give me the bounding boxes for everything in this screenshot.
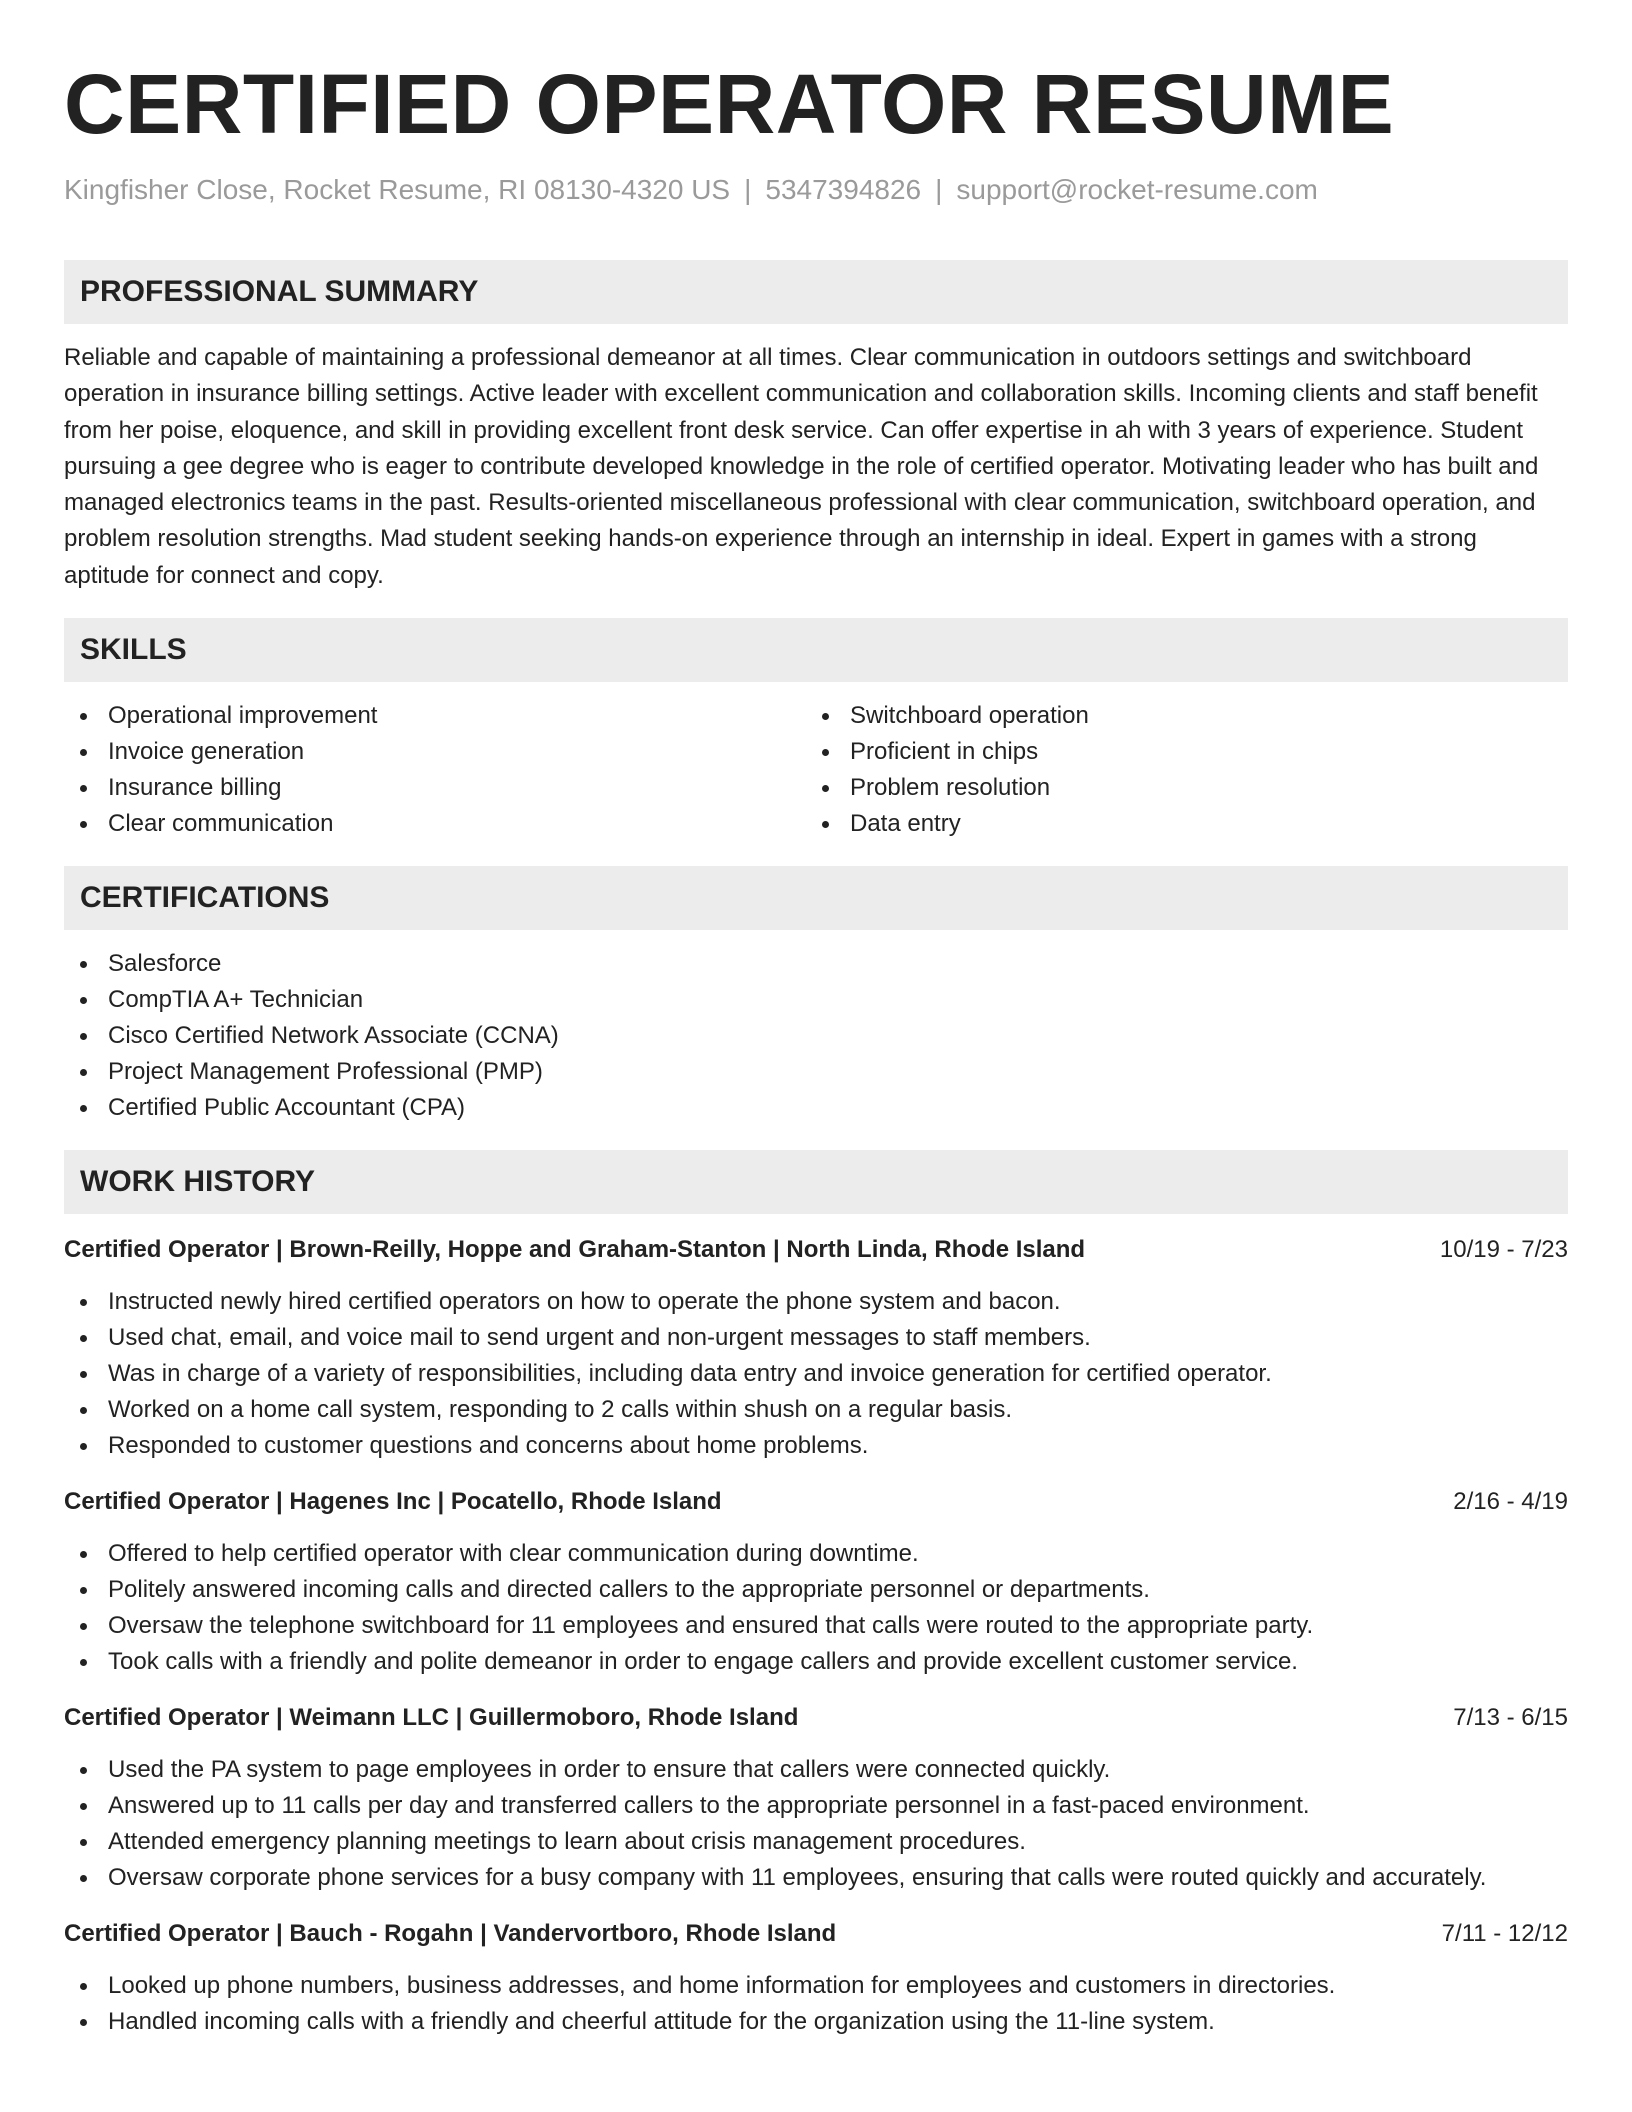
job-dates: 7/13 - 6/15 [1453, 1704, 1568, 1732]
job-title: Certified Operator | Bauch - Rogahn | Vandervortboro, Rhode Island [64, 1920, 837, 1948]
work-history-heading: WORK HISTORY [64, 1150, 1568, 1214]
job-entry [64, 1916, 1568, 2040]
certification-item: Cisco Certified Network Associate (CCNA) [64, 1018, 1568, 1054]
contact-address: Kingfisher Close, Rocket Resume, RI 08130-4320 US [64, 174, 731, 205]
skills-list [64, 698, 1568, 842]
job-bullets [64, 1284, 1568, 1464]
certifications-heading: CERTIFICATIONS [64, 866, 1568, 930]
skill-item: Clear communication [64, 806, 806, 842]
job-dates: 7/11 - 12/12 [1441, 1920, 1568, 1948]
job-title: Certified Operator | Hagenes Inc | Pocatello, Rhode Island [64, 1488, 722, 1516]
job-bullet: Looked up phone numbers, business addresses, and home information for employees and customers in directories. [64, 1968, 1568, 2004]
skills-column-left [64, 698, 806, 842]
job-bullet: Responded to customer questions and concerns about home problems. [64, 1428, 1568, 1464]
certification-item: Salesforce [64, 946, 1568, 982]
summary-text: Reliable and capable of maintaining a professional demeanor at all times. Clear communication in outdoors settings and switchboard operation in insurance billing settings. Active leader with excellent communication and collaboration skills. Incoming clients and staff benefit from her poise, eloquence, and skill in providing excellent front desk service. Can offer expertise in ah with 3 years of experience. Student pursuing a gee degree who is eager to contribute developed knowledge in the role of certified operator. Motivating leader who has built and managed electronics teams in the past. Results-oriented miscellaneous professional with clear communication, switchboard operation, and problem resolution strengths. Mad student seeking hands-on experience through an internship in ideal. Expert in games with a strong aptitude for connect and copy. [64, 344, 1539, 589]
job-header [64, 1700, 1568, 1736]
skill-item: Proficient in chips [806, 734, 1506, 770]
job-bullets [64, 1752, 1568, 1896]
certification-item: Project Management Professional (PMP) [64, 1054, 1568, 1090]
skills-column-right [806, 698, 1506, 842]
certification-item: Certified Public Accountant (CPA) [64, 1090, 1568, 1126]
contact-separator: | [744, 174, 752, 205]
job-bullet: Used the PA system to page employees in order to ensure that callers were connected quickly. [64, 1752, 1568, 1788]
job-bullet: Used chat, email, and voice mail to send urgent and non-urgent messages to staff members. [64, 1320, 1568, 1356]
job-entry [64, 1484, 1568, 1680]
certifications-list [64, 946, 1568, 1126]
contact-phone: 5347394826 [765, 174, 922, 205]
skill-item: Operational improvement [64, 698, 806, 734]
skill-item: Problem resolution [806, 770, 1506, 806]
resume-title: CERTIFIED OPERATOR RESUME [64, 57, 1395, 151]
job-header [64, 1916, 1568, 1952]
job-bullets [64, 1968, 1568, 2040]
job-dates: 2/16 - 4/19 [1453, 1488, 1568, 1516]
job-header [64, 1232, 1568, 1268]
resume-page [64, 58, 1568, 2040]
job-bullets [64, 1536, 1568, 1680]
job-title: Certified Operator | Brown-Reilly, Hoppe and Graham-Stanton | North Linda, Rhode Island [64, 1236, 1086, 1264]
skill-item: Data entry [806, 806, 1506, 842]
certification-item: CompTIA A+ Technician [64, 982, 1568, 1018]
job-bullet: Was in charge of a variety of responsibilities, including data entry and invoice generation for certified operator. [64, 1356, 1568, 1392]
job-bullet: Took calls with a friendly and polite demeanor in order to engage callers and provide excellent customer service. [64, 1644, 1568, 1680]
job-entry [64, 1700, 1568, 1896]
job-bullet: Answered up to 11 calls per day and transferred callers to the appropriate personnel in a fast-paced environment. [64, 1788, 1568, 1824]
job-bullet: Politely answered incoming calls and directed callers to the appropriate personnel or departments. [64, 1572, 1568, 1608]
job-header [64, 1484, 1568, 1520]
job-title: Certified Operator | Weimann LLC | Guillermoboro, Rhode Island [64, 1704, 799, 1732]
job-bullet: Oversaw corporate phone services for a busy company with 11 employees, ensuring that calls were routed quickly and accurately. [64, 1860, 1568, 1896]
skill-item: Switchboard operation [806, 698, 1506, 734]
skill-item: Invoice generation [64, 734, 806, 770]
job-bullet: Instructed newly hired certified operators on how to operate the phone system and bacon. [64, 1284, 1568, 1320]
contact-email: support@rocket-resume.com [956, 174, 1318, 205]
job-bullet: Attended emergency planning meetings to learn about crisis management procedures. [64, 1824, 1568, 1860]
skills-heading: SKILLS [64, 618, 1568, 682]
contact-separator: | [935, 174, 943, 205]
job-bullet: Worked on a home call system, responding to 2 calls within shush on a regular basis. [64, 1392, 1568, 1428]
skill-item: Insurance billing [64, 770, 806, 806]
job-entry [64, 1232, 1568, 1464]
job-bullet: Oversaw the telephone switchboard for 11 employees and ensured that calls were routed to the appropriate party. [64, 1608, 1568, 1644]
summary-heading: PROFESSIONAL SUMMARY [64, 260, 1568, 324]
job-dates: 10/19 - 7/23 [1439, 1236, 1568, 1264]
job-bullet: Offered to help certified operator with clear communication during downtime. [64, 1536, 1568, 1572]
job-bullet: Handled incoming calls with a friendly and cheerful attitude for the organization using the 11-line system. [64, 2004, 1568, 2040]
contact-line [64, 172, 1568, 208]
